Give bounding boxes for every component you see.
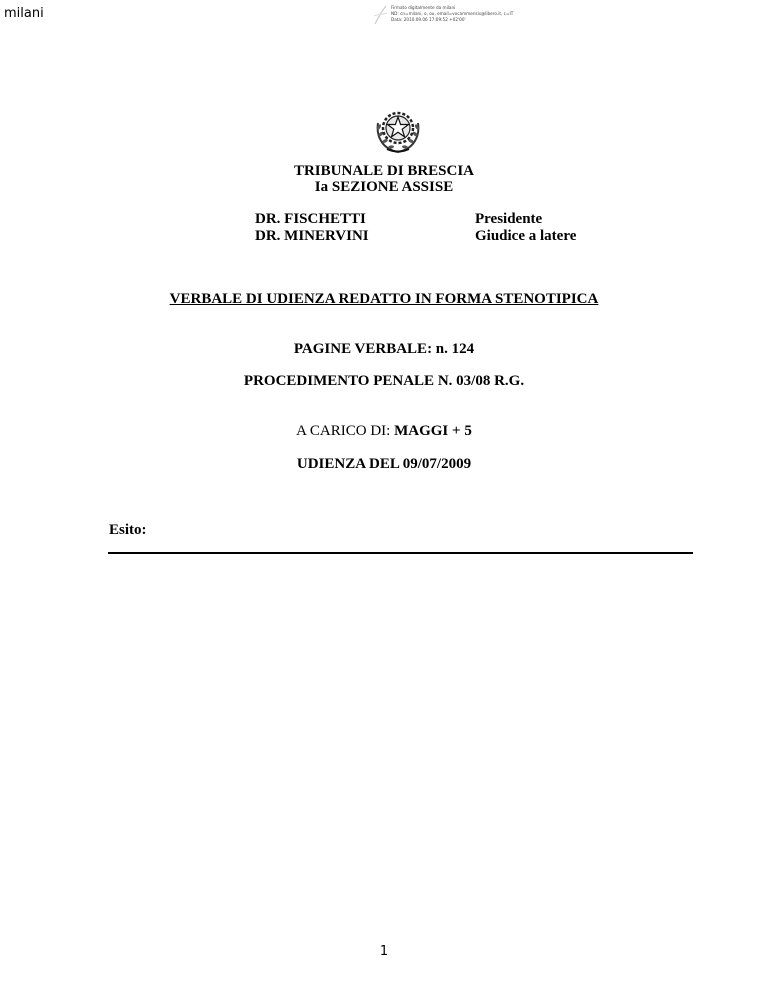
defendant-name: MAGGI + 5 bbox=[394, 423, 472, 439]
signature-line-3: Data: 2010.09.06 17:09:52 +02'00' bbox=[391, 17, 466, 22]
page-number: 1 bbox=[379, 944, 389, 959]
outcome-divider bbox=[108, 552, 693, 554]
italian-republic-emblem-icon bbox=[373, 103, 423, 155]
defendant-line bbox=[0, 423, 768, 440]
signer-name: milani bbox=[4, 6, 44, 21]
report-title: VERBALE DI UDIENZA REDATTO IN FORMA STENOTIPICA bbox=[169, 291, 599, 307]
report-pages: PAGINE VERBALE: n. 124 bbox=[293, 341, 475, 357]
outcome-label: Esito: bbox=[109, 522, 147, 538]
hearing-date: UDIENZA DEL 09/07/2009 bbox=[296, 456, 472, 472]
digital-signature-stamp bbox=[372, 4, 572, 26]
judge-name: DR. MINERVINI bbox=[255, 228, 369, 244]
judge-role: Giudice a latere bbox=[475, 228, 577, 244]
proceeding-number: PROCEDIMENTO PENALE N. 03/08 R.G. bbox=[243, 373, 525, 389]
signature-line-1: Firmato digitalmente da milani bbox=[391, 5, 456, 10]
signature-line-2: ND: cn=milani, o, ou, email=vocammensis@libero.it, c=IT bbox=[391, 11, 514, 16]
court-title: TRIBUNALE DI BRESCIA bbox=[293, 163, 475, 179]
signature-swirl-icon bbox=[372, 4, 390, 26]
defendant-label: A CARICO DI: bbox=[296, 423, 395, 439]
judge-role: Presidente bbox=[475, 211, 543, 227]
judge-name: DR. FISCHETTI bbox=[255, 211, 366, 227]
section-title: Ia SEZIONE ASSISE bbox=[314, 179, 454, 195]
